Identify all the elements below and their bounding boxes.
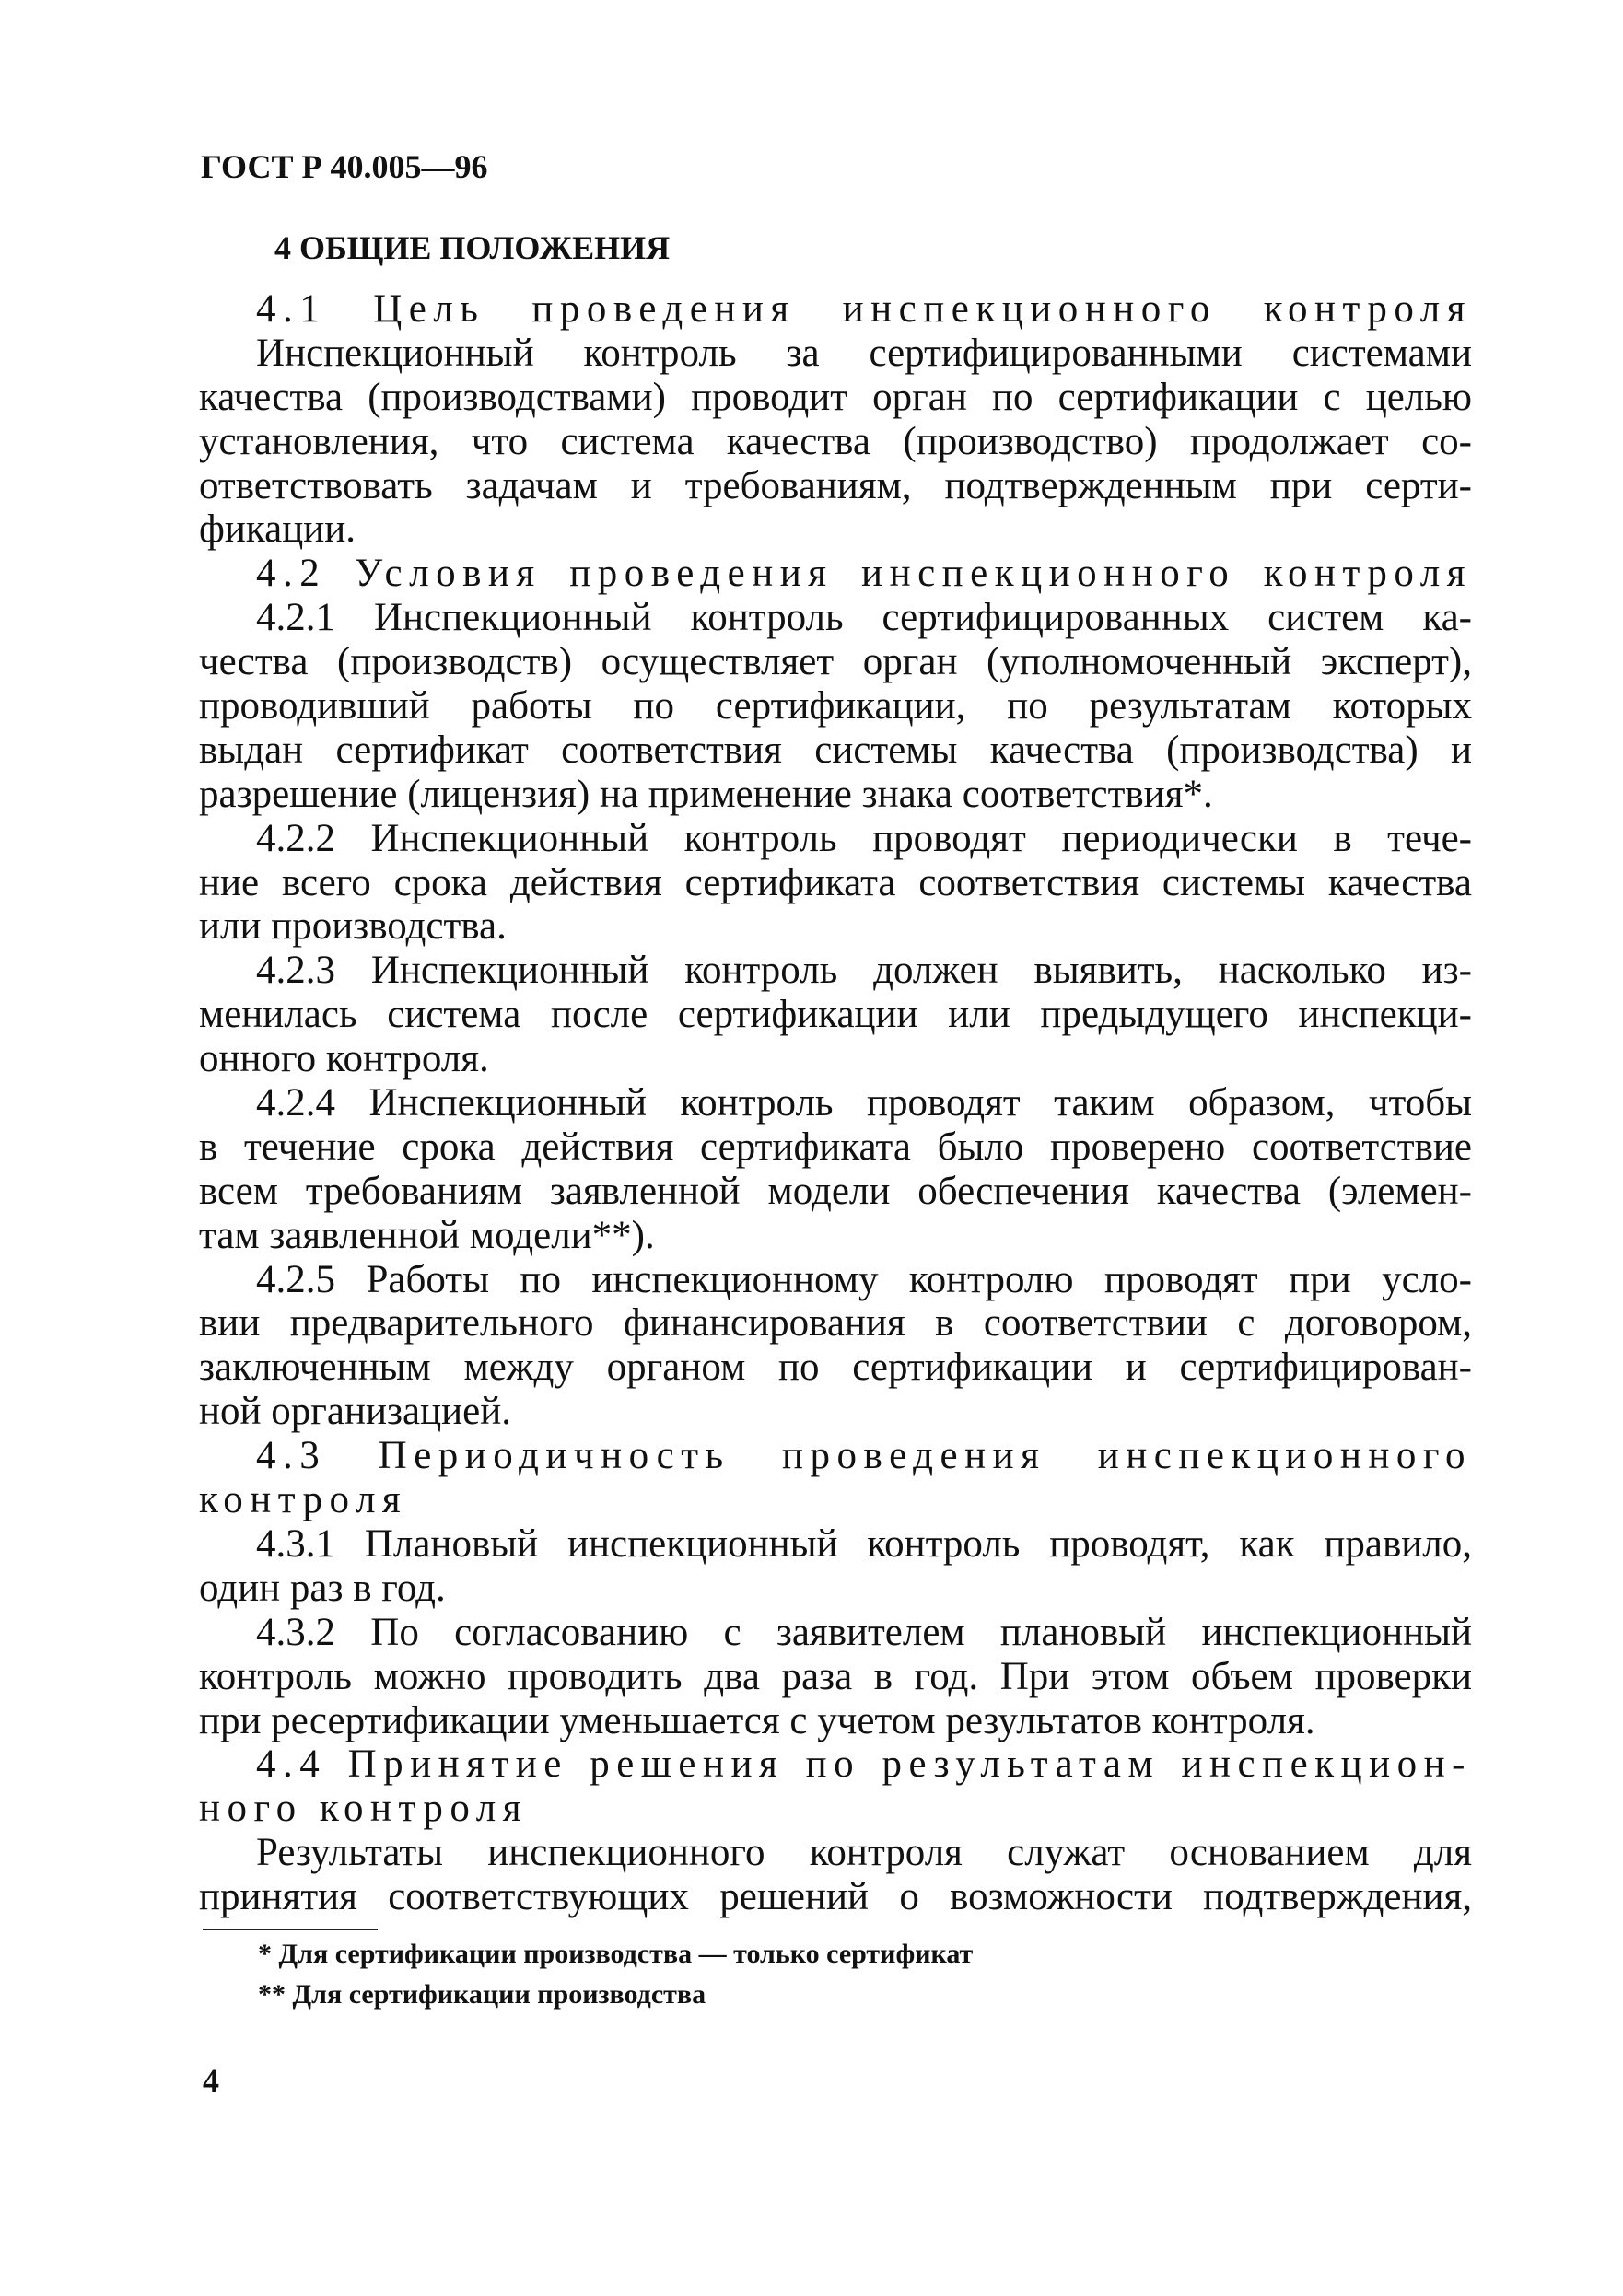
text-line: 4.2.4 Инспекционный контроль проводят таким образом, чтобы [256,1081,1472,1125]
text-line: фикации. [199,507,356,552]
text-line: 4.2.1 Инспекционный контроль сертифицированных систем ка- [256,596,1472,640]
text-line: всем требованиям заявленной модели обеспечения качества (элемен- [199,1169,1472,1213]
text-line: контроль можно проводить два раза в год. При этом объем проверки [199,1654,1472,1698]
text-line: Инспекционный контроль за сертифицированными системами [256,331,1472,375]
text-line: качества (производствами) проводит орган по сертификации с целью [199,375,1472,419]
text-line: 4.2.5 Работы по инспекционному контролю проводят при усло- [256,1257,1472,1301]
text-line: ответствовать задачам и требованиям, подтвержденным при серти- [199,463,1472,507]
text-line: вии предварительного финансирования в соответствии с договором, [199,1301,1472,1346]
text-line: проводивший работы по сертификации, по результатам которых [199,684,1472,728]
text-line: менилась система после сертификации или предыдущего инспекци- [199,993,1472,1037]
text-line: 4.3.2 По согласованию с заявителем плановый инспекционный [256,1610,1472,1654]
footnote-divider [203,1929,378,1930]
text-line: 4.2.2 Инспекционный контроль проводят периодически в тече- [256,816,1472,860]
footnote-2: ** Для сертификации производства [258,1979,706,2010]
subsection-heading-4-2: 4.2 Условия проведения инспекционного контроля [256,552,1472,596]
footnotes [258,1934,973,2015]
subsection-heading-4-3: 4.3 Периодичность проведения инспекционного [256,1434,1472,1478]
section-heading: 4 ОБЩИЕ ПОЛОЖЕНИЯ [274,229,671,266]
text-line: 4.3.1 Плановый инспекционный контроль проводят, как правило, [256,1521,1472,1566]
subsection-heading-4-3-cont: контроля [199,1478,408,1522]
text-line: чества (производств) осуществляет орган (уполномоченный эксперт), [199,640,1472,684]
body-text [199,287,1472,1919]
subsection-heading-4-4-cont: ного контроля [199,1787,529,1831]
text-line: 4.2.3 Инспекционный контроль должен выявить, насколько из- [256,949,1472,993]
text-line: установления, что система качества (производство) продолжает со- [199,419,1472,463]
text-line: один раз в год. [199,1566,446,1610]
text-line: или производства. [199,904,507,949]
text-line: онного контроля. [199,1037,489,1081]
footnote-1: * Для сертификации производства — только сертификат [258,1939,974,1969]
text-line: ние всего срока действия сертификата соответствия системы качества [199,860,1472,904]
text-line: Результаты инспекционного контроля служат основанием для [256,1831,1472,1875]
subsection-heading-4-4: 4.4 Принятие решения по результатам инспекцион- [256,1742,1472,1787]
text-line: выдан сертификат соответствия системы качества (производства) и [199,728,1472,772]
text-line: при ресертификации уменьшается с учетом результатов контроля. [199,1698,1315,1742]
text-line: разрешение (лицензия) на применение знака соответствия*. [199,772,1213,816]
text-line: ной организацией. [199,1390,511,1434]
text-line: заключенным между органом по сертификации и сертифицирован- [199,1346,1472,1390]
page-number: 4 [203,2062,219,2099]
document-code-header: ГОСТ Р 40.005—96 [201,148,488,185]
text-line: в течение срока действия сертификата было проверено соответствие [199,1125,1472,1169]
text-line: там заявленной модели**). [199,1213,655,1257]
text-line: принятия соответствующих решений о возможности подтверждения, [199,1875,1472,1919]
subsection-heading-4-1: 4.1 Цель проведения инспекционного контроля [256,287,1472,331]
